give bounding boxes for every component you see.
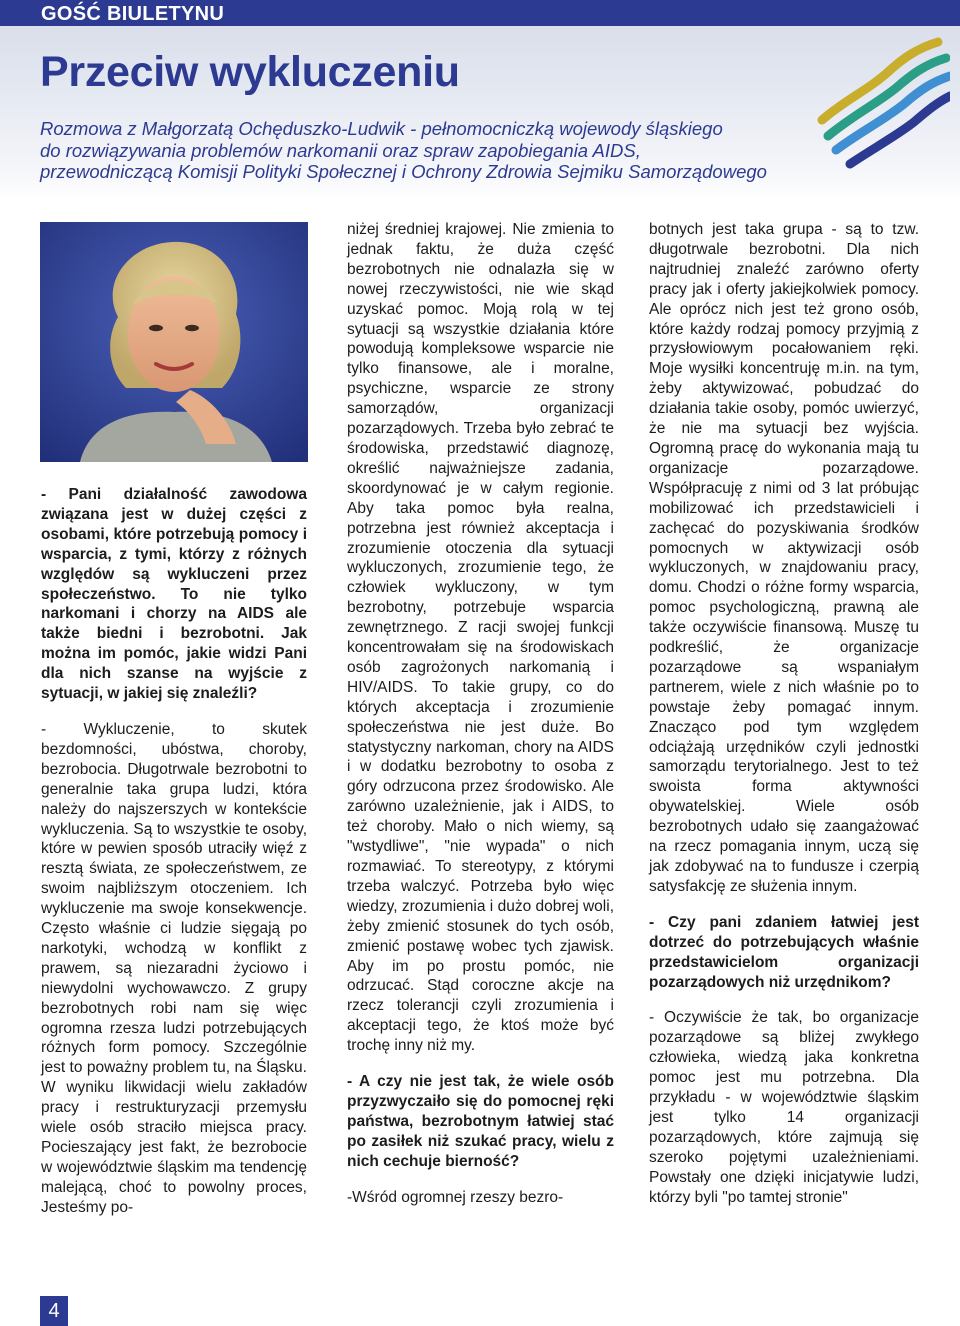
portrait-photo (40, 222, 308, 462)
page-number: 4 (40, 1296, 68, 1326)
logo-stripe-yellow (822, 42, 938, 120)
section-bar (0, 0, 960, 26)
section-label: GOŚĆ BIULETYNU (41, 3, 225, 25)
subtitle-line: przewodniczącą Komisji Polityki Społecznej i Ochrony Zdrowia Sejmiku Samorządowego (40, 161, 767, 182)
interview-answer: - Wykluczenie, to skutek bezdomności, ubóstwa, choroby, bezrobocia. Długotrwale bezrobotni to generalnie taka grupa ludzi, która należy do najszerszych w kontekście wykluczenia. Są to wszystkie te osoby, które w pewien sposób utraciły więź z resztą świata, ze społeczeństwem, ze swoim najbliższym otoczeniem. Ich wykluczenie ma swoje konsekwencje. Często właśnie ci ludzie sięgają po narkotyki, wchodzą w konflikt z prawem, są niezaradni życiowo i niewydolni wychowawczo. Z grupy bezrobotnych robi nam się więc ogromna rzesza ludzi potrzebujących różnych form pomocy. Szczególnie jest to poważny problem tu, na Śląsku. W wyniku likwidacji wielu zakładów pracy i restrukturyzacji przemysłu wiele osób straciło miejsca pracy. Pocieszający jest fakt, że bezrobocie w województwie śląskim ma tendencję malejącą, choć to powolny proces, Jesteśmy po- (41, 720, 307, 1216)
subtitle (40, 118, 800, 183)
interview-question: - Czy pani zdaniem łatwiej jest dotrzeć do potrzebujących właśnie przedstawicielom organizacji pozarządowych niż urzędnikom? (649, 913, 919, 991)
subtitle-line: do rozwiązywania problemów narkomanii oraz spraw zapobiegania AIDS, (40, 139, 641, 161)
article-column-3 (649, 220, 919, 1208)
wave-logo (800, 30, 950, 180)
interview-answer: - Oczywiście że tak, bo organizacje pozarządowe są bliżej zwykłego człowieka, wiedzą jaka konkretna pomoc jest mu potrzebna. Dla przykładu - w województwie śląskim jest tylko 14 organizacji pozarządowych, które zajmują się szeroko pojętymi uzależnieniami. Powstały one dzięki inicjatywie ludzi, którzy byli "po tamtej stronie" (649, 1009, 919, 1206)
interview-question: - A czy nie jest tak, że wiele osób przyzwyczaiło się do pomocnej ręki państwa, bezrobotnym łatwiej stać po zasiłek niż szukać pracy, wielu z nich cechuje bierność? (347, 1073, 614, 1170)
page-title: Przeciw wykluczeniu (40, 48, 460, 96)
article-column-1 (41, 485, 307, 1218)
interview-answer: niżej średniej krajowej. Nie zmienia to jednak faktu, że duża część bezrobotnych nie odnalazła się w nowej rzeczywistości, nie wie skąd uzyskać pomoc. Moją rolą w tej sytuacji są wszystkie działania które powodują kompleksowe wsparcie nie tylko finansowe, ale i moralne, psychiczne, wsparcie ze strony samorządów, organizacji pozarządowych. Trzeba było zebrać te środowiska, przedstawić diagnozę, określić najważniejsze zadania, skoordynować je w całym regionie. Aby taka pomoc była realna, potrzebna jest również akceptacja i zrozumienie otoczenia dla sytuacji wykluczonych, zrozumienie tego, że człowiek wykluczony, w tym bezrobotny, potrzebuje wsparcia zewnętrznego. Z racji swojej funkcji koncentrowałam się na środowiskach osób zagrożonych narkomanią i HIV/AIDS. To takie grupy, co do których akceptacja i zrozumienie społeczeństwa nie jest duże. Bo statystyczny narkoman, chory na AIDS i w dodatku bezrobotny to osoba z góry odrzucona przez środowisko. Ale zarówno uzależnienie, jak i AIDS, to też choroby. Mało o nich wiemy, są "wstydliwe", "nie wypada" o nich rozmawiać. To stereotypy, z którymi trzeba walczyć. Potrzeba było więc wiedzy, zrozumienia i dużo dobrej woli, żeby zmienić stosunek do tych osób, zmienić postawę wobec tych zjawisk. Aby im po prostu pomóc, nie odrzucać. Stąd coroczne akcje na rzecz tolerancji czyli zrozumienia i akceptacji tego, że ktoś może być trochę inny niż my. (347, 221, 614, 1055)
subtitle-line: Rozmowa z Małgorzatą Ochęduszko-Ludwik - pełnomocniczką wojewody śląskiego (40, 118, 723, 139)
article-column-2 (347, 220, 614, 1208)
interview-answer: botnych jest taka grupa - są to tzw. długotrwale bezrobotni. Dla nich najtrudniej znaleźć zarówno oferty pracy jak i oferty jakiejkolwiek pomocy. Ale oprócz nich jest też grono osób, które każdy rodzaj pomocy przyjmią z przysłowiowym pocałowaniem ręki. Moje wysiłki koncentruję m.in. na tym, żeby aktywizować, pobudzać do działania takie osoby, pomóc uwierzyć, że nie ma sytuacji bez wyjścia. Ogromną pracę do wykonania mają tu organizacje pozarządowe. Współpracuję z nimi od 3 lat próbując mobilizować ich przedstawicieli i zachęcać do pozyskiwania środków pomocnych w aktywizacji osób wykluczonych, w znajdowaniu pracy, domu. Chodzi o różne formy wsparcia, pomoc psychologiczną, prawną ale także oczywiście finansową. Muszę tu podkreślić, że organizacje pozarządowe są wspaniałym partnerem, wiele z nich właśnie po to powstaje żeby pomagać innym. Znacząco pod tym względem odciążają urzędników czyli jednostki samorządu terytorialnego. Jest to też swoista forma aktywności obywatelskiej. Wiele osób bezrobotnych udało się zaangażować na rzecz pomagania innym, uczą się jak zdobywać na to fundusze i czerpią satysfakcję ze służenia innym. (649, 221, 919, 895)
interview-answer: -Wśród ogromnej rzeszy bezro- (347, 1188, 564, 1206)
interview-question: - Pani działalność zawodowa związana jest w dużej części z osobami, które potrzebują pomocy i wsparcia, z tymi, którzy z różnych względów są wykluczeni przez społeczeństwo. To nie tylko narkomani i chorzy na AIDS ale także biedni i bezrobotni. Jak można im pomóc, jakie widzi Pani dla nich szanse na wyjście z sytuacji, w jakiej się znaleźli? (41, 486, 307, 703)
